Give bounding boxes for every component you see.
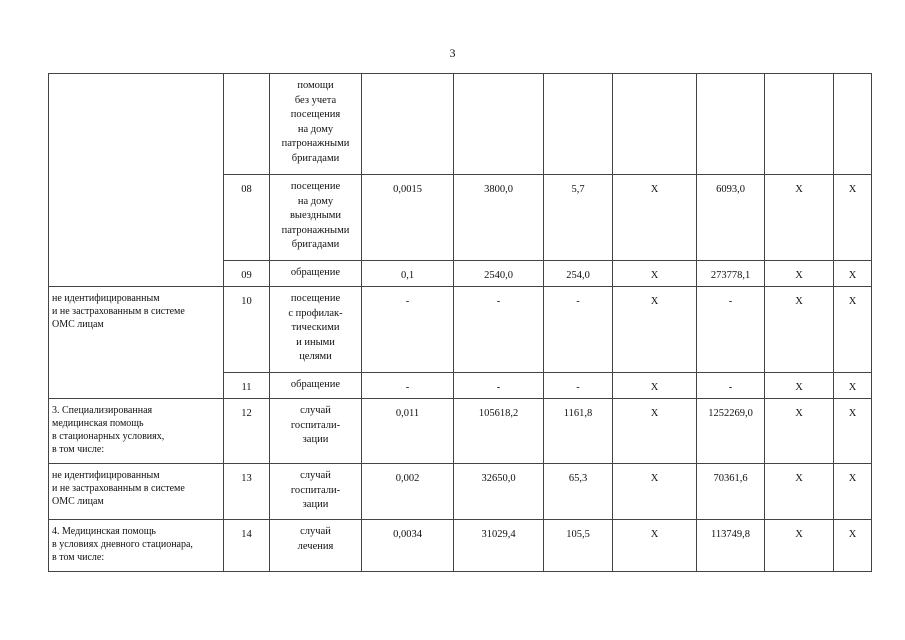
row-col6: X bbox=[613, 399, 697, 464]
row-unit: случай госпитали- зации bbox=[270, 399, 362, 464]
row-code: 12 bbox=[224, 399, 270, 464]
row-per-capita: 65,3 bbox=[544, 464, 613, 520]
row-total: 70361,6 bbox=[697, 464, 765, 520]
row-col6: X bbox=[613, 520, 697, 572]
row-cost: 105618,2 bbox=[454, 399, 544, 464]
row-col9 bbox=[834, 74, 872, 175]
row-col8: X bbox=[765, 373, 834, 399]
row-col6: X bbox=[613, 261, 697, 287]
table-row bbox=[49, 74, 872, 175]
row-code: 14 bbox=[224, 520, 270, 572]
row-col8: X bbox=[765, 261, 834, 287]
row-cost: - bbox=[454, 373, 544, 399]
row-col6: X bbox=[613, 464, 697, 520]
row-name: не идентифицированным и не застрахованным в системе ОМС лицам bbox=[49, 287, 224, 399]
row-col8: X bbox=[765, 520, 834, 572]
row-norm: 0,011 bbox=[362, 399, 454, 464]
page-number: 3 bbox=[449, 46, 456, 60]
row-col8: X bbox=[765, 399, 834, 464]
row-per-capita: 105,5 bbox=[544, 520, 613, 572]
row-col8: X bbox=[765, 464, 834, 520]
row-per-capita: - bbox=[544, 287, 613, 373]
row-per-capita: 5,7 bbox=[544, 175, 613, 261]
row-norm bbox=[362, 74, 454, 175]
row-per-capita: 1161,8 bbox=[544, 399, 613, 464]
row-total: 6093,0 bbox=[697, 175, 765, 261]
row-total: - bbox=[697, 373, 765, 399]
row-total: 1252269,0 bbox=[697, 399, 765, 464]
row-norm: 0,0034 bbox=[362, 520, 454, 572]
row-col6: X bbox=[613, 175, 697, 261]
row-col9: X bbox=[834, 287, 872, 373]
row-norm: 0,002 bbox=[362, 464, 454, 520]
row-unit: случай госпитали- зации bbox=[270, 464, 362, 520]
row-unit: помощи без учета посещения на дому патронажными бригадами bbox=[270, 74, 362, 175]
row-col8: X bbox=[765, 175, 834, 261]
row-col8 bbox=[765, 74, 834, 175]
row-norm: - bbox=[362, 373, 454, 399]
row-col9: X bbox=[834, 464, 872, 520]
row-cost: 3800,0 bbox=[454, 175, 544, 261]
row-col9: X bbox=[834, 399, 872, 464]
row-unit: обращение bbox=[270, 261, 362, 287]
row-unit: посещение с профилак- тическими и иными целями bbox=[270, 287, 362, 373]
row-code: 09 bbox=[224, 261, 270, 287]
row-col6: X bbox=[613, 287, 697, 373]
table-row bbox=[49, 399, 872, 464]
row-code: 10 bbox=[224, 287, 270, 373]
row-code: 08 bbox=[224, 175, 270, 261]
row-name bbox=[49, 74, 224, 287]
tariff-table bbox=[48, 73, 872, 572]
table-row bbox=[49, 464, 872, 520]
row-name: 4. Медицинская помощь в условиях дневного стационара, в том числе: bbox=[49, 520, 224, 572]
row-unit: случай лечения bbox=[270, 520, 362, 572]
row-per-capita bbox=[544, 74, 613, 175]
row-unit: обращение bbox=[270, 373, 362, 399]
row-per-capita: - bbox=[544, 373, 613, 399]
row-total: 113749,8 bbox=[697, 520, 765, 572]
row-code: 11 bbox=[224, 373, 270, 399]
row-cost: 2540,0 bbox=[454, 261, 544, 287]
row-cost: 32650,0 bbox=[454, 464, 544, 520]
row-per-capita: 254,0 bbox=[544, 261, 613, 287]
row-col9: X bbox=[834, 261, 872, 287]
table-row bbox=[49, 287, 872, 373]
row-cost: - bbox=[454, 287, 544, 373]
row-col9: X bbox=[834, 373, 872, 399]
table-row bbox=[49, 520, 872, 572]
row-cost: 31029,4 bbox=[454, 520, 544, 572]
row-col9: X bbox=[834, 520, 872, 572]
row-col9: X bbox=[834, 175, 872, 261]
row-col8: X bbox=[765, 287, 834, 373]
row-norm: - bbox=[362, 287, 454, 373]
row-unit: посещение на дому выездными патронажными бригадами bbox=[270, 175, 362, 261]
row-total: - bbox=[697, 287, 765, 373]
row-name: не идентифицированным и не застрахованным в системе ОМС лицам bbox=[49, 464, 224, 520]
row-total: 273778,1 bbox=[697, 261, 765, 287]
row-name: 3. Специализированная медицинская помощь в стационарных условиях, в том числе: bbox=[49, 399, 224, 464]
row-cost bbox=[454, 74, 544, 175]
row-col6: X bbox=[613, 373, 697, 399]
row-norm: 0,1 bbox=[362, 261, 454, 287]
row-code: 13 bbox=[224, 464, 270, 520]
row-total bbox=[697, 74, 765, 175]
row-code bbox=[224, 74, 270, 175]
row-norm: 0,0015 bbox=[362, 175, 454, 261]
row-col6 bbox=[613, 74, 697, 175]
